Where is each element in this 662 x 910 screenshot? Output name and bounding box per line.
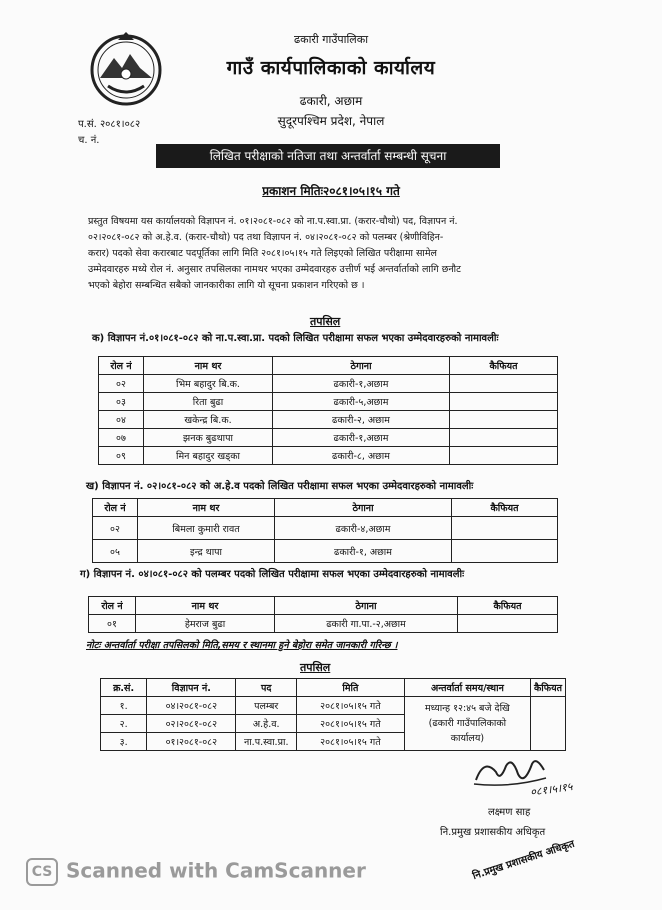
cell-address: ढकारी गा.पा.-२,अछाम <box>275 615 458 633</box>
cell-roll: ०४ <box>99 411 144 429</box>
camscanner-text: Scanned with CamScanner <box>66 858 366 883</box>
cell-remarks <box>450 447 558 465</box>
tapsil-heading: तपसिल <box>310 315 341 328</box>
table-row <box>93 517 558 540</box>
cell-ad-no: ०२।२०८१-०८२ <box>147 715 236 733</box>
cell-roll: ०२ <box>93 517 138 540</box>
time-place-line: (ढकारी गाउँपालिकाको <box>428 718 507 729</box>
table-header-row <box>101 679 566 697</box>
intro-line: करार) पदको सेवा करारबाट पदपूर्तिका लागि मिति २०८१।०५।१५ गते लिइएको लिखित परीक्षामा सामेल <box>88 248 437 259</box>
cell-date: २०८१।०५।१५ गते <box>297 697 405 715</box>
section-b-title: ख) विज्ञापन नं. ०२।०८१-०८२ को अ.हे.व पदको लिखित परीक्षामा सफल भएका उम्मेदवारहरुको नामावलीः <box>86 481 474 492</box>
header-roll: रोल नं <box>89 597 136 615</box>
header-roll: रोल नं <box>99 357 144 375</box>
header-name: नाम थर <box>138 499 275 517</box>
cell-roll: ०९ <box>99 447 144 465</box>
section-a-table <box>98 356 558 465</box>
cell-roll: ०५ <box>93 540 138 563</box>
table-header-row <box>93 499 558 517</box>
cell-post: ना.प.स्वा.प्रा. <box>236 733 297 751</box>
cell-roll: ०२ <box>99 375 144 393</box>
note-text: नोटः अन्तर्वार्ता परीक्षा तपसिलको मिति,समय र स्थानमा हुने बेहोरा समेत जानकारी गरिन्छ । <box>86 640 398 651</box>
section-c-table <box>88 596 558 633</box>
signatory-post: नि.प्रमुख प्रशासकीय अधिकृत <box>440 827 546 838</box>
office-title: गाउँ कार्यपालिकाको कार्यालय <box>226 57 436 79</box>
cell-sn: ३. <box>101 733 147 751</box>
signatory-name: लक्ष्मण साह <box>488 807 531 818</box>
municipality-name: ढकारी गाउँपालिका <box>293 33 369 46</box>
camscanner-watermark <box>26 858 366 886</box>
publication-date: प्रकाशन मितिः२०८१।०५।१५ गते <box>262 184 400 198</box>
office-location: ढकारी, अछाम <box>299 94 363 108</box>
notice-title: लिखित परीक्षाको नतिजा तथा अन्तर्वार्ता सम्बन्धी सूचना <box>156 144 500 168</box>
cell-address: ढकारी-४,अछाम <box>275 517 452 540</box>
cell-name: बिमला कुमारी रावत <box>138 517 275 540</box>
camscanner-logo-icon: CS <box>26 858 58 886</box>
dispatch-number: च. नं. <box>78 135 100 146</box>
cell-address: ढकारी-१, अछाम <box>275 540 452 563</box>
cell-remarks <box>458 615 558 633</box>
cell-ad-no: ०४।२०८१-०८२ <box>147 697 236 715</box>
intro-line: भएको बेहोरा सम्बन्धित सबैको जानकारीका लागि यो सूचना प्रकाशन गरिएको छ । <box>88 280 365 291</box>
intro-line: ०२।२०८१-०८२ को अ.हे.व. (करार-चौथो) पद तथा विज्ञापन नं. ०४।२०८१-०८२ को पलम्बर (श्रेणीविहिन- <box>88 232 444 243</box>
cell-remarks <box>450 393 558 411</box>
header-name: नाम थर <box>144 357 273 375</box>
cell-roll: ०७ <box>99 429 144 447</box>
cell-roll: ०१ <box>89 615 136 633</box>
cell-roll: ०३ <box>99 393 144 411</box>
intro-line: प्रस्तुत विषयमा यस कार्यालयको विज्ञापन नं. ०१।२०८१-०८२ को ना.प.स्वा.प्रा. (करार-चौथो) पद, विज्ञापन नं. <box>88 216 458 227</box>
official-stamp: नि.प्रमुख प्रशासकीय अधिकृत <box>471 838 576 883</box>
cell-sn: २. <box>101 715 147 733</box>
table-row <box>99 447 558 465</box>
cell-remarks <box>530 697 565 751</box>
cell-sn: १. <box>101 697 147 715</box>
cell-remarks <box>450 375 558 393</box>
table-row <box>99 393 558 411</box>
cell-date: २०८१।०५।१५ गते <box>297 733 405 751</box>
time-place-line: मध्यान्ह १२:४५ बजे देखि <box>424 703 510 714</box>
office-province: सुदूरपश्चिम प्रदेश, नेपाल <box>277 114 385 128</box>
header-roll: रोल नं <box>93 499 138 517</box>
header-address: ठेगाना <box>275 597 458 615</box>
table-header-row <box>99 357 558 375</box>
cell-remarks <box>452 517 558 540</box>
reference-number: प.सं. २०८१।०८२ <box>78 119 141 130</box>
cell-name: हेमराज बुढा <box>136 615 275 633</box>
cell-address: ढकारी-१,अछाम <box>273 375 450 393</box>
header-sn: क्र.सं. <box>101 679 147 697</box>
section-b-table <box>92 498 558 563</box>
header-name: नाम थर <box>136 597 275 615</box>
cell-ad-no: ०१।२०८१-०८२ <box>147 733 236 751</box>
table-row <box>93 540 558 563</box>
cell-address: ढकारी-२, अछाम <box>273 411 450 429</box>
cell-remarks <box>450 429 558 447</box>
cell-address: ढकारी-८, अछाम <box>273 447 450 465</box>
intro-paragraph <box>88 214 566 294</box>
cell-post: पलम्बर <box>236 697 297 715</box>
handwritten-date: ०८१।५।१५ <box>529 780 574 799</box>
header-remarks: कैफियत <box>450 357 558 375</box>
tapsil-heading-2: तपसिल <box>300 661 331 674</box>
header-remarks: कैफियत <box>530 679 565 697</box>
cell-name: खकेन्द्र बि.क. <box>144 411 273 429</box>
interview-schedule-table <box>100 678 566 751</box>
cell-time-place <box>404 697 530 751</box>
table-row <box>99 429 558 447</box>
header-time-place: अन्तर्वार्ता समय/स्थान <box>404 679 530 697</box>
header-address: ठेगाना <box>273 357 450 375</box>
cell-remarks <box>450 411 558 429</box>
header-remarks: कैफियत <box>458 597 558 615</box>
cell-address: ढकारी-१,अछाम <box>273 429 450 447</box>
cell-name: झनक बुढथापा <box>144 429 273 447</box>
cell-name: इन्द्र थापा <box>138 540 275 563</box>
header-remarks: कैफियत <box>452 499 558 517</box>
cell-name: मिन बहादुर खड्का <box>144 447 273 465</box>
cell-remarks <box>452 540 558 563</box>
table-header-row <box>89 597 558 615</box>
table-row <box>99 411 558 429</box>
section-c-title: ग) विज्ञापन नं. ०४।०८१-०८२ को पलम्बर पदको लिखित परीक्षामा सफल भएका उम्मेदवारहरुको नामावलीः <box>80 569 465 580</box>
cell-name: भिम बहादुर बि.क. <box>144 375 273 393</box>
cell-name: रिता बुढा <box>144 393 273 411</box>
cell-date: २०८१।०५।१५ गते <box>297 715 405 733</box>
cell-address: ढकारी-५,अछाम <box>273 393 450 411</box>
header-post: पद <box>236 679 297 697</box>
table-row <box>89 615 558 633</box>
table-row <box>99 375 558 393</box>
table-row <box>101 697 566 715</box>
header-date: मिति <box>297 679 405 697</box>
intro-line: उम्मेदवारहरु मध्ये रोल नं. अनुसार तपसिलका नामथर भएका उम्मेदवारहरु उत्तीर्ण भई अन्तर्वार्ताको लागि छनौट <box>88 264 461 275</box>
header-ad-no: विज्ञापन नं. <box>147 679 236 697</box>
section-a-title: क) विज्ञापन नं.०१।०८१-०८२ को ना.प.स्वा.प्रा. पदको लिखित परीक्षामा सफल भएका उम्मेदवारहरुको नामावलीः <box>92 333 499 344</box>
time-place-line: कार्यालय) <box>450 733 485 744</box>
header-address: ठेगाना <box>275 499 452 517</box>
cell-post: अ.हे.व. <box>236 715 297 733</box>
